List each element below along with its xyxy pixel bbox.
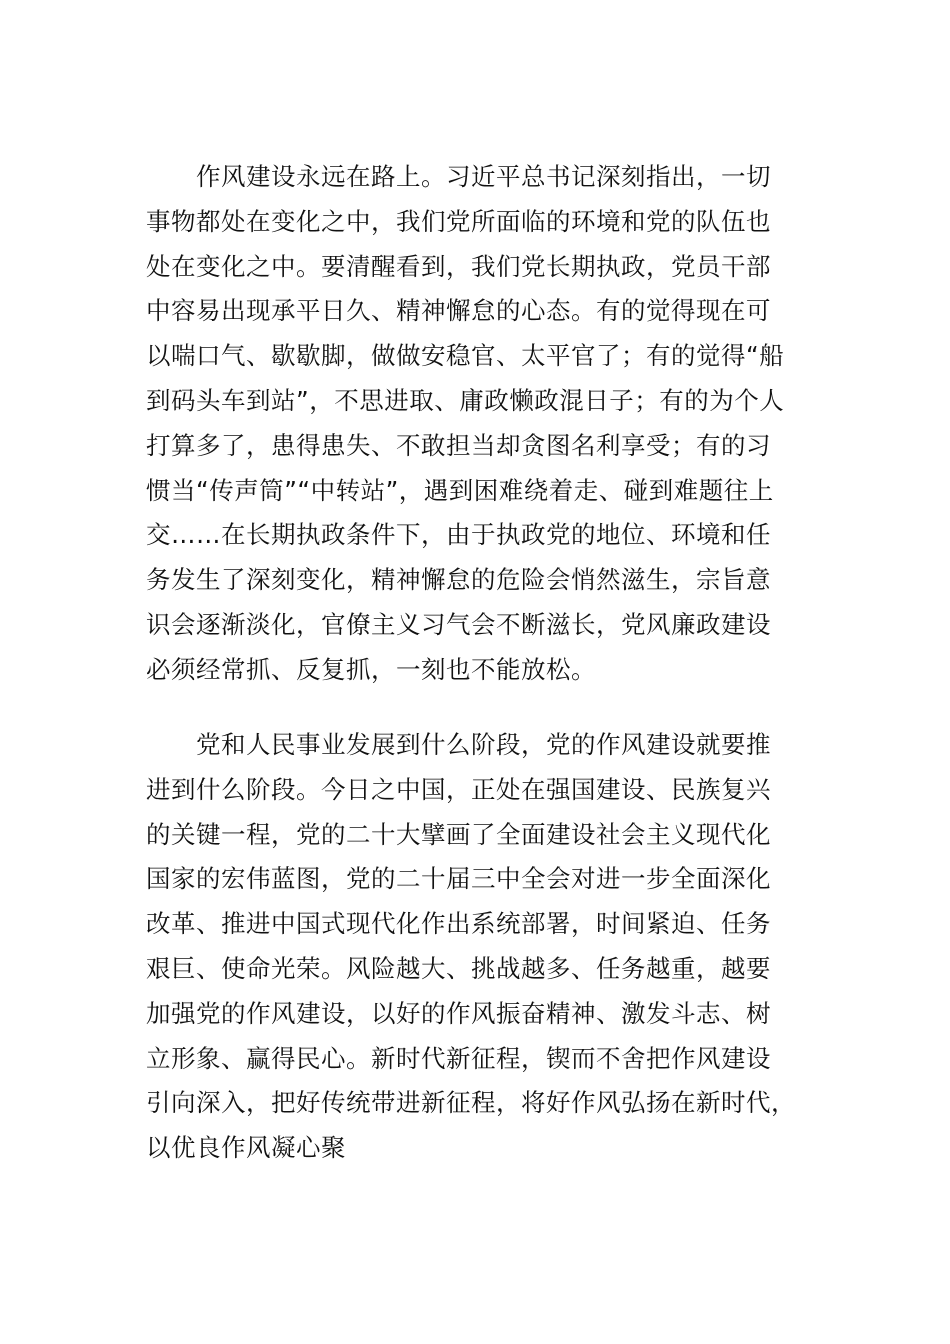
- paragraph-line: 以喘口气、歇歇脚，做做安稳官、太平官了；有的觉得“船: [146, 341, 785, 371]
- paragraph-line: 的关键一程，党的二十大擘画了全面建设社会主义现代化: [146, 819, 771, 849]
- paragraph-line: 引向深入，把好传统带进新征程，将好作风弘扬在新时代，: [146, 1088, 796, 1118]
- paragraph-line: 中容易出现承平日久、精神懈怠的心态。有的觉得现在可: [146, 296, 771, 326]
- paragraph-line: 党和人民事业发展到什么阶段，党的作风建设就要推: [146, 730, 771, 759]
- paragraph-line: 进到什么阶段。今日之中国，正处在强国建设、民族复兴: [146, 774, 771, 804]
- paragraph-line: 必须经常抓、反复抓，一刻也不能放松。: [146, 654, 596, 684]
- paragraph-line: 改革、推进中国式现代化作出系统部署，时间紧迫、任务: [146, 909, 771, 939]
- paragraph-line: 打算多了，患得患失、不敢担当却贪图名利享受；有的习: [146, 430, 771, 460]
- paragraph-line: 加强党的作风建设，以好的作风振奋精神、激发斗志、树: [146, 998, 771, 1028]
- paragraph-line: 到码头车到站”，不思进取、庸政懒政混日子；有的为个人: [146, 385, 785, 415]
- paragraph-line: 交……在长期执政条件下，由于执政党的地位、环境和任: [146, 520, 771, 550]
- paragraph-line: 务发生了深刻变化，精神懈怠的危险会悄然滋生，宗旨意: [146, 565, 771, 595]
- paragraph-line: 国家的宏伟蓝图，党的二十届三中全会对进一步全面深化: [146, 864, 771, 894]
- paragraph-line: 处在变化之中。要清醒看到，我们党长期执政，党员干部: [146, 251, 771, 281]
- paragraph-1: [146, 155, 806, 693]
- paragraph-line: 以优良作风凝心聚: [146, 1133, 346, 1163]
- paragraph-line: 艰巨、使命光荣。风险越大、挑战越多、任务越重，越要: [146, 953, 771, 983]
- paragraph-2: [146, 723, 806, 1171]
- paragraph-line: 事物都处在变化之中，我们党所面临的环境和党的队伍也: [146, 206, 771, 236]
- paragraph-line: 立形象、赢得民心。新时代新征程，锲而不舍把作风建设: [146, 1043, 771, 1073]
- paragraph-line: 惯当“传声筒”“中转站”，遇到困难绕着走、碰到难题往上: [146, 475, 774, 505]
- paragraph-line: 识会逐渐淡化，官僚主义习气会不断滋长，党风廉政建设: [146, 609, 771, 639]
- paragraph-line: 作风建设永远在路上。习近平总书记深刻指出，一切: [146, 162, 771, 191]
